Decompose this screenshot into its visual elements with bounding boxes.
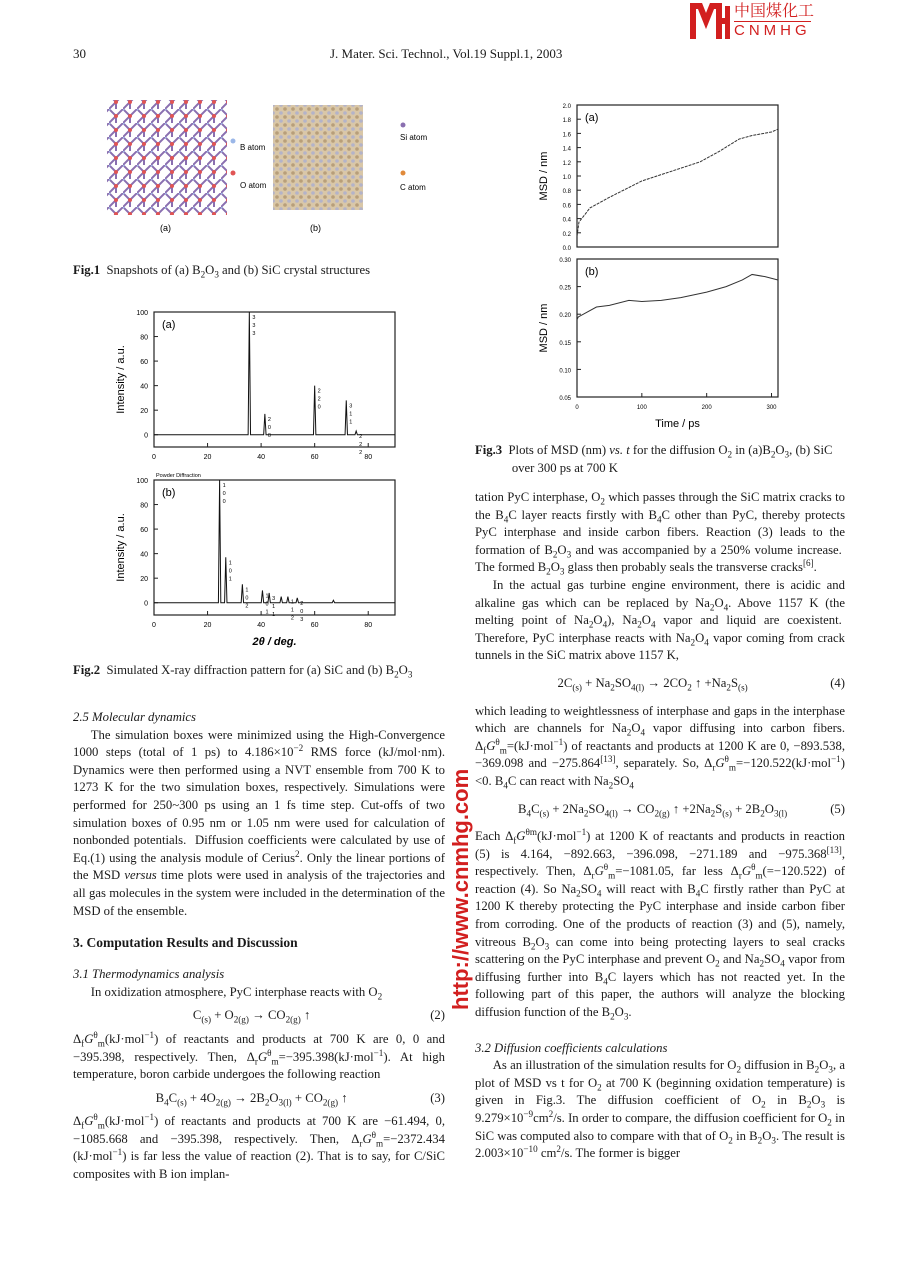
right-paragraph-1: tation PyC interphase, $O_2$ which passes through the SiC matrix cracks to the $B_4C$ layer reacts firstly with $B_4C$ other than PyC, thereby protects PyC interphase and inside carbon fibers. Reaction (3) leads to the formation of $B_2O_3$ and was accompanied by a 250% volume increase. The formed $B_2O_3$ glass then probably seals the transverse cracks[6]. — [475, 490, 846, 577]
y-tick-label: 20 — [140, 408, 148, 416]
panel-label: (a) — [162, 319, 176, 331]
x-tick-label: 20 — [203, 454, 212, 461]
mh-logo-icon — [690, 2, 730, 40]
peak-label: 2 — [359, 450, 363, 457]
url-watermark: http://www.cnmhg.com — [448, 768, 473, 1010]
y-tick-label: 1.8 — [562, 118, 571, 125]
peak-label: 3 — [272, 595, 276, 602]
section-3-1-text-1: In oxidization atmosphere, PyC interphase reacts with $O_2$ — [90, 984, 383, 1002]
section-3-2-text: As an illustration of the simulation results for $O_2$ diffusion in $B_2O_3$, a plot of MSD vs t for $O_2$ at 700 K (beginning oxidation temperature) is given in Fig.3. The diffusion coefficient of $O_2$ in $B_2O_3$ is $9.279\times 10^{-9}cm^2/s$. In order to compare, the diffusion coefficient for $O_2$ in SiC was computed also to compare with that of $O_2$ in $B_2O_3$. The result is $2.003\times 10^{-10}$ $cm^2/s$. The former is bigger — [475, 1058, 846, 1161]
panel-label: (b) — [162, 487, 176, 499]
x-tick-label: 20 — [203, 622, 212, 629]
x-tick-label: 40 — [257, 454, 266, 461]
x-tick-label: 40 — [257, 622, 266, 629]
x-axis-label: 2θ / deg. — [252, 636, 297, 648]
fig1-label-a: (a) — [160, 223, 171, 233]
plot-frame — [154, 312, 395, 447]
y-tick-label: 100 — [136, 310, 148, 317]
x-tick-label: 0 — [152, 622, 156, 629]
x-tick-label: 0 — [575, 405, 579, 411]
y-tick-label: 100 — [136, 478, 148, 485]
y-tick-label: 40 — [140, 551, 148, 559]
fig1-crystal-structures — [95, 95, 455, 245]
legend-c-atom: C atom — [400, 183, 426, 192]
x-tick-label: 0 — [152, 454, 156, 461]
peak-label: 1 — [222, 483, 226, 489]
peak-label: 2 — [317, 396, 321, 403]
y-tick-label: 0.4 — [562, 217, 571, 224]
y-tick-label: 0.05 — [559, 396, 571, 402]
y-axis-label: MSD / nm — [538, 303, 550, 353]
fig3-msd-charts — [530, 95, 820, 435]
legend-o-atom: O atom — [240, 181, 267, 190]
legend-b-atom: B atom — [240, 143, 266, 152]
y-tick-label: 0.25 — [559, 285, 571, 292]
x-tick-label: 200 — [701, 405, 712, 411]
equation-2: $C_{(s)} + O_{2(g)} \to CO_{2(g)}$ ↑ (2) — [192, 1008, 445, 1025]
legend-si-atom: Si atom — [400, 133, 428, 142]
peak-label: 3 — [252, 315, 256, 321]
peak-label: 0 — [267, 424, 271, 431]
section-3-1-text-2: $\Delta_fG^\theta_m(kJ\cdot mol^{-1})$ of reactants and products at 700 K are 0, 0 and −395.398, respectively. Then, $\Delta_rG^\theta_m=-395.398(kJ\cdot mol^{-1})$. At high temperature, boron carbide undergoes the following reaction — [73, 1029, 445, 1082]
peak-label: 2 — [290, 615, 294, 622]
panel-label: (a) — [585, 112, 599, 124]
section-2-5-heading: 2.5 Molecular dynamics — [73, 710, 196, 724]
y-axis-label: Intensity / a.u. — [115, 345, 127, 414]
peak-label: 2 — [359, 442, 363, 449]
y-tick-label: 80 — [140, 334, 148, 342]
peak-label: 2 — [245, 603, 249, 610]
y-tick-label: 0.6 — [562, 203, 571, 210]
peak-label: 0 — [222, 491, 226, 497]
x-tick-label: 300 — [766, 405, 777, 411]
y-tick-label: 0.15 — [559, 340, 571, 347]
peak-label: 3 — [252, 331, 256, 337]
y-tick-label: 1.6 — [562, 132, 571, 139]
x-tick-label: 60 — [310, 622, 319, 629]
peak-label: 0 — [267, 432, 271, 439]
chart-title: Powder Diffraction — [156, 473, 201, 479]
right-paragraph-4: Each $\Delta_fG^{\theta m}(kJ\cdot mol^{-1})$ at 1200 K of reactants and products in reaction (5) is 4.164, −892.663, −396.098, −271.189 and −975.368[13], respectively. Then, $\Delta_rG^\theta_m=-1081.05$, far less $\Delta_rG^\theta_m(=-120.522)$ of reaction (4). So $Na_2SO_4$ will react with $B_4C$ firstly rather than PyC at 1200 K thereby protecting the PyC interphase and inside carbon fiber from corroding. One of the products of reaction (3) and (5), namely, vitreous $B_2O_3$ can come into being protecting layers to seal cracks scattering on the PyC interphase and prevent $O_2$ and $Na_2SO_4$ vapor from diffusing further into $B_4C$ layers which has not reacted yet. In the following part of this paper, the authors will analyze the blocking diffusion function of the $B_2O_3$. — [475, 826, 846, 1022]
y-axis-label: MSD / nm — [538, 151, 550, 201]
equation-4: $2C_{(s)} + Na_2SO_{4(l)} \to 2CO_2$ ↑ $+Na_2S_{(s)}$ (4) — [557, 675, 845, 693]
peak-label: 0 — [222, 499, 226, 505]
x-tick-label: 100 — [636, 405, 647, 411]
y-tick-label: 0.8 — [562, 189, 571, 196]
section-3-1-text-3: $\Delta_fG^\theta_m(kJ\cdot mol^{-1})$ of reactants and products at 700 K are −61.494, 0, −1085.668 and −395.398, respectively. Then, $\Delta_rG^\theta_m=-2372.434$ (kJ·mol$^{-1}$) is far less the value of reaction (2). That is to say, for C/SiC composites with B ion implan- — [73, 1112, 445, 1182]
section-3-heading: 3. Computation Results and Discussion — [73, 935, 298, 951]
sic-structure-image — [273, 105, 363, 210]
fig2-caption: Fig.2 Simulated X-ray diffraction pattern for (a) SiC and (b) $B_2O_3$ — [73, 663, 413, 680]
y-tick-label: 0 — [144, 432, 148, 440]
b2o3-structure-image — [107, 100, 227, 215]
peak-label: 3 — [300, 616, 304, 623]
peak-label: 1 — [265, 593, 269, 600]
y-tick-label: 60 — [140, 359, 148, 367]
peak-label: 1 — [272, 603, 276, 610]
panel-label: (b) — [585, 266, 599, 278]
peak-label: 1 — [290, 599, 294, 606]
section-2-5-text: The simulation boxes were minimized using the High-Convergence 1000 steps (total of 1 ps) to $4.186\times 10^{-2}$ RMS force (kJ/mol·nm). Dynamics were then performed using a NVT ensemble from 700 K to 1273 K for the two simulation boxes, respectively. Simulations were performed for 250~300 ps using an 1 fs time step. Cut-offs of two simulation boxes of 0.95 nm or 1.05 nm were used for calculation of nonbonded potentials. Diffusion coefficients were calculated by use of Eq.(1) using the analysis module of Cerius$^2$. Only the linear portions of the MSD versus time plots were used in analysis of the trajectories and all gas molecules in the system were included in the determination of the MSD of the ensemble. — [73, 727, 445, 918]
equation-5: $B_4C_{(s)} + 2Na_2SO_{4(l)} \to CO_{2(g)}$ ↑ $+2Na_2S_{(s)} + 2B_2O_{3(l)}$ (5) — [518, 801, 845, 819]
peak-label: 2 — [267, 416, 271, 423]
peak-label: 1 — [245, 587, 249, 594]
x-axis-label: Time / ps — [655, 418, 700, 430]
peak-label: 2 — [359, 434, 363, 441]
peak-label: 0 — [265, 601, 269, 608]
peak-label: 1 — [228, 560, 232, 567]
peak-label: 1 — [290, 607, 294, 614]
y-tick-label: 0.10 — [559, 368, 571, 375]
section-3-2-heading: 3.2 Diffusion coefficients calculations — [475, 1040, 668, 1055]
peak-label: 0 — [245, 595, 249, 602]
y-tick-label: 40 — [140, 383, 148, 391]
y-tick-label: 0.2 — [562, 231, 571, 238]
msd-line — [577, 274, 778, 319]
peak-label: 2 — [300, 600, 304, 607]
y-tick-label: 0.20 — [559, 313, 571, 320]
peak-label: 0 — [228, 568, 232, 575]
x-tick-label: 80 — [364, 622, 373, 629]
peak-label: 1 — [349, 411, 353, 418]
right-paragraph-2: In the actual gas turbine engine environment, there is acidic and alkaline gas which can be replaced by $Na_2O_4$. Above 1157 K (the melting point of $Na_2O_4$), $Na_2O_4$ vapor and liquid are coexistent. Therefore, PyC interphase reacts with $Na_2O_4$ vapor coming from crack tunnels in the SiC matrix above 1157 K, — [475, 577, 845, 663]
peak-label: 3 — [349, 403, 353, 410]
peak-label: 1 — [265, 609, 269, 616]
y-tick-label: 1.2 — [562, 160, 571, 167]
page-number: 30 — [73, 46, 86, 61]
y-tick-label: 1.0 — [562, 175, 571, 181]
y-tick-label: 2.0 — [562, 104, 571, 110]
xrd-pattern-line — [154, 480, 395, 603]
right-column — [475, 489, 845, 1163]
peak-label: 3 — [252, 323, 256, 329]
fig1-label-b: (b) — [310, 223, 321, 233]
right-paragraph-3: which leading to weightlessness of interphase and gaps in the interphase which are channels for $Na_2O_4$ vapor diffusing into carbon fibers. $\Delta_fG^\theta_m=(kJ\cdot mol^{-1})$ of reactants and products at 1200 K are 0, −893.538, −369.098 and −275.864[13], separately. So, $\Delta_rG^\theta_m=-120.522(kJ\cdot mol^{-1})<0$. $B_4C$ can react with $Na_2SO_4$ — [475, 703, 845, 791]
peak-label: 0 — [317, 404, 321, 411]
plot-frame — [577, 105, 778, 247]
msd-line — [577, 129, 778, 236]
peak-label: 1 — [228, 576, 232, 583]
y-tick-label: 0.30 — [559, 258, 571, 264]
y-tick-label: 20 — [140, 576, 148, 584]
peak-label: 1 — [272, 611, 276, 618]
section-3-1-heading: 3.1 Thermodynamics analysis — [73, 967, 225, 982]
plot-frame — [577, 259, 778, 397]
fig3-caption: Fig.3 Plots of MSD (nm) vs. t for the diffusion $O_2$ in $(a)B_2O_3$, (b) SiC over 300 ps at 700 K — [475, 443, 833, 475]
plot-frame — [154, 480, 395, 615]
y-tick-label: 0.0 — [562, 246, 571, 252]
xrd-pattern-line — [154, 312, 395, 435]
fig2-xrd-charts — [100, 300, 410, 650]
y-axis-label: Intensity / a.u. — [115, 513, 127, 582]
fig1-caption: Fig.1 Snapshots of (a) $B_2O_3$ and (b) SiC crystal structures — [73, 263, 371, 280]
y-tick-label: 0 — [144, 600, 148, 608]
x-tick-label: 80 — [364, 454, 373, 461]
peak-label: 2 — [317, 388, 321, 395]
y-tick-label: 1.4 — [562, 146, 571, 153]
logo-watermark: 中国煤化工 CNMHG — [690, 2, 850, 40]
left-column — [73, 709, 445, 1184]
peak-label: 0 — [300, 608, 304, 615]
y-tick-label: 60 — [140, 527, 148, 535]
peak-label: 1 — [349, 419, 353, 426]
x-tick-label: 60 — [310, 454, 319, 461]
equation-3: $B_4C_{(s)} + 4O_{2(g)} \to 2B_2O_{3(l)} + CO_{2(g)}$ ↑ (3) — [155, 1090, 445, 1108]
y-tick-label: 80 — [140, 502, 148, 510]
journal-header: J. Mater. Sci. Technol., Vol.19 Suppl.1, 2003 — [330, 46, 563, 61]
